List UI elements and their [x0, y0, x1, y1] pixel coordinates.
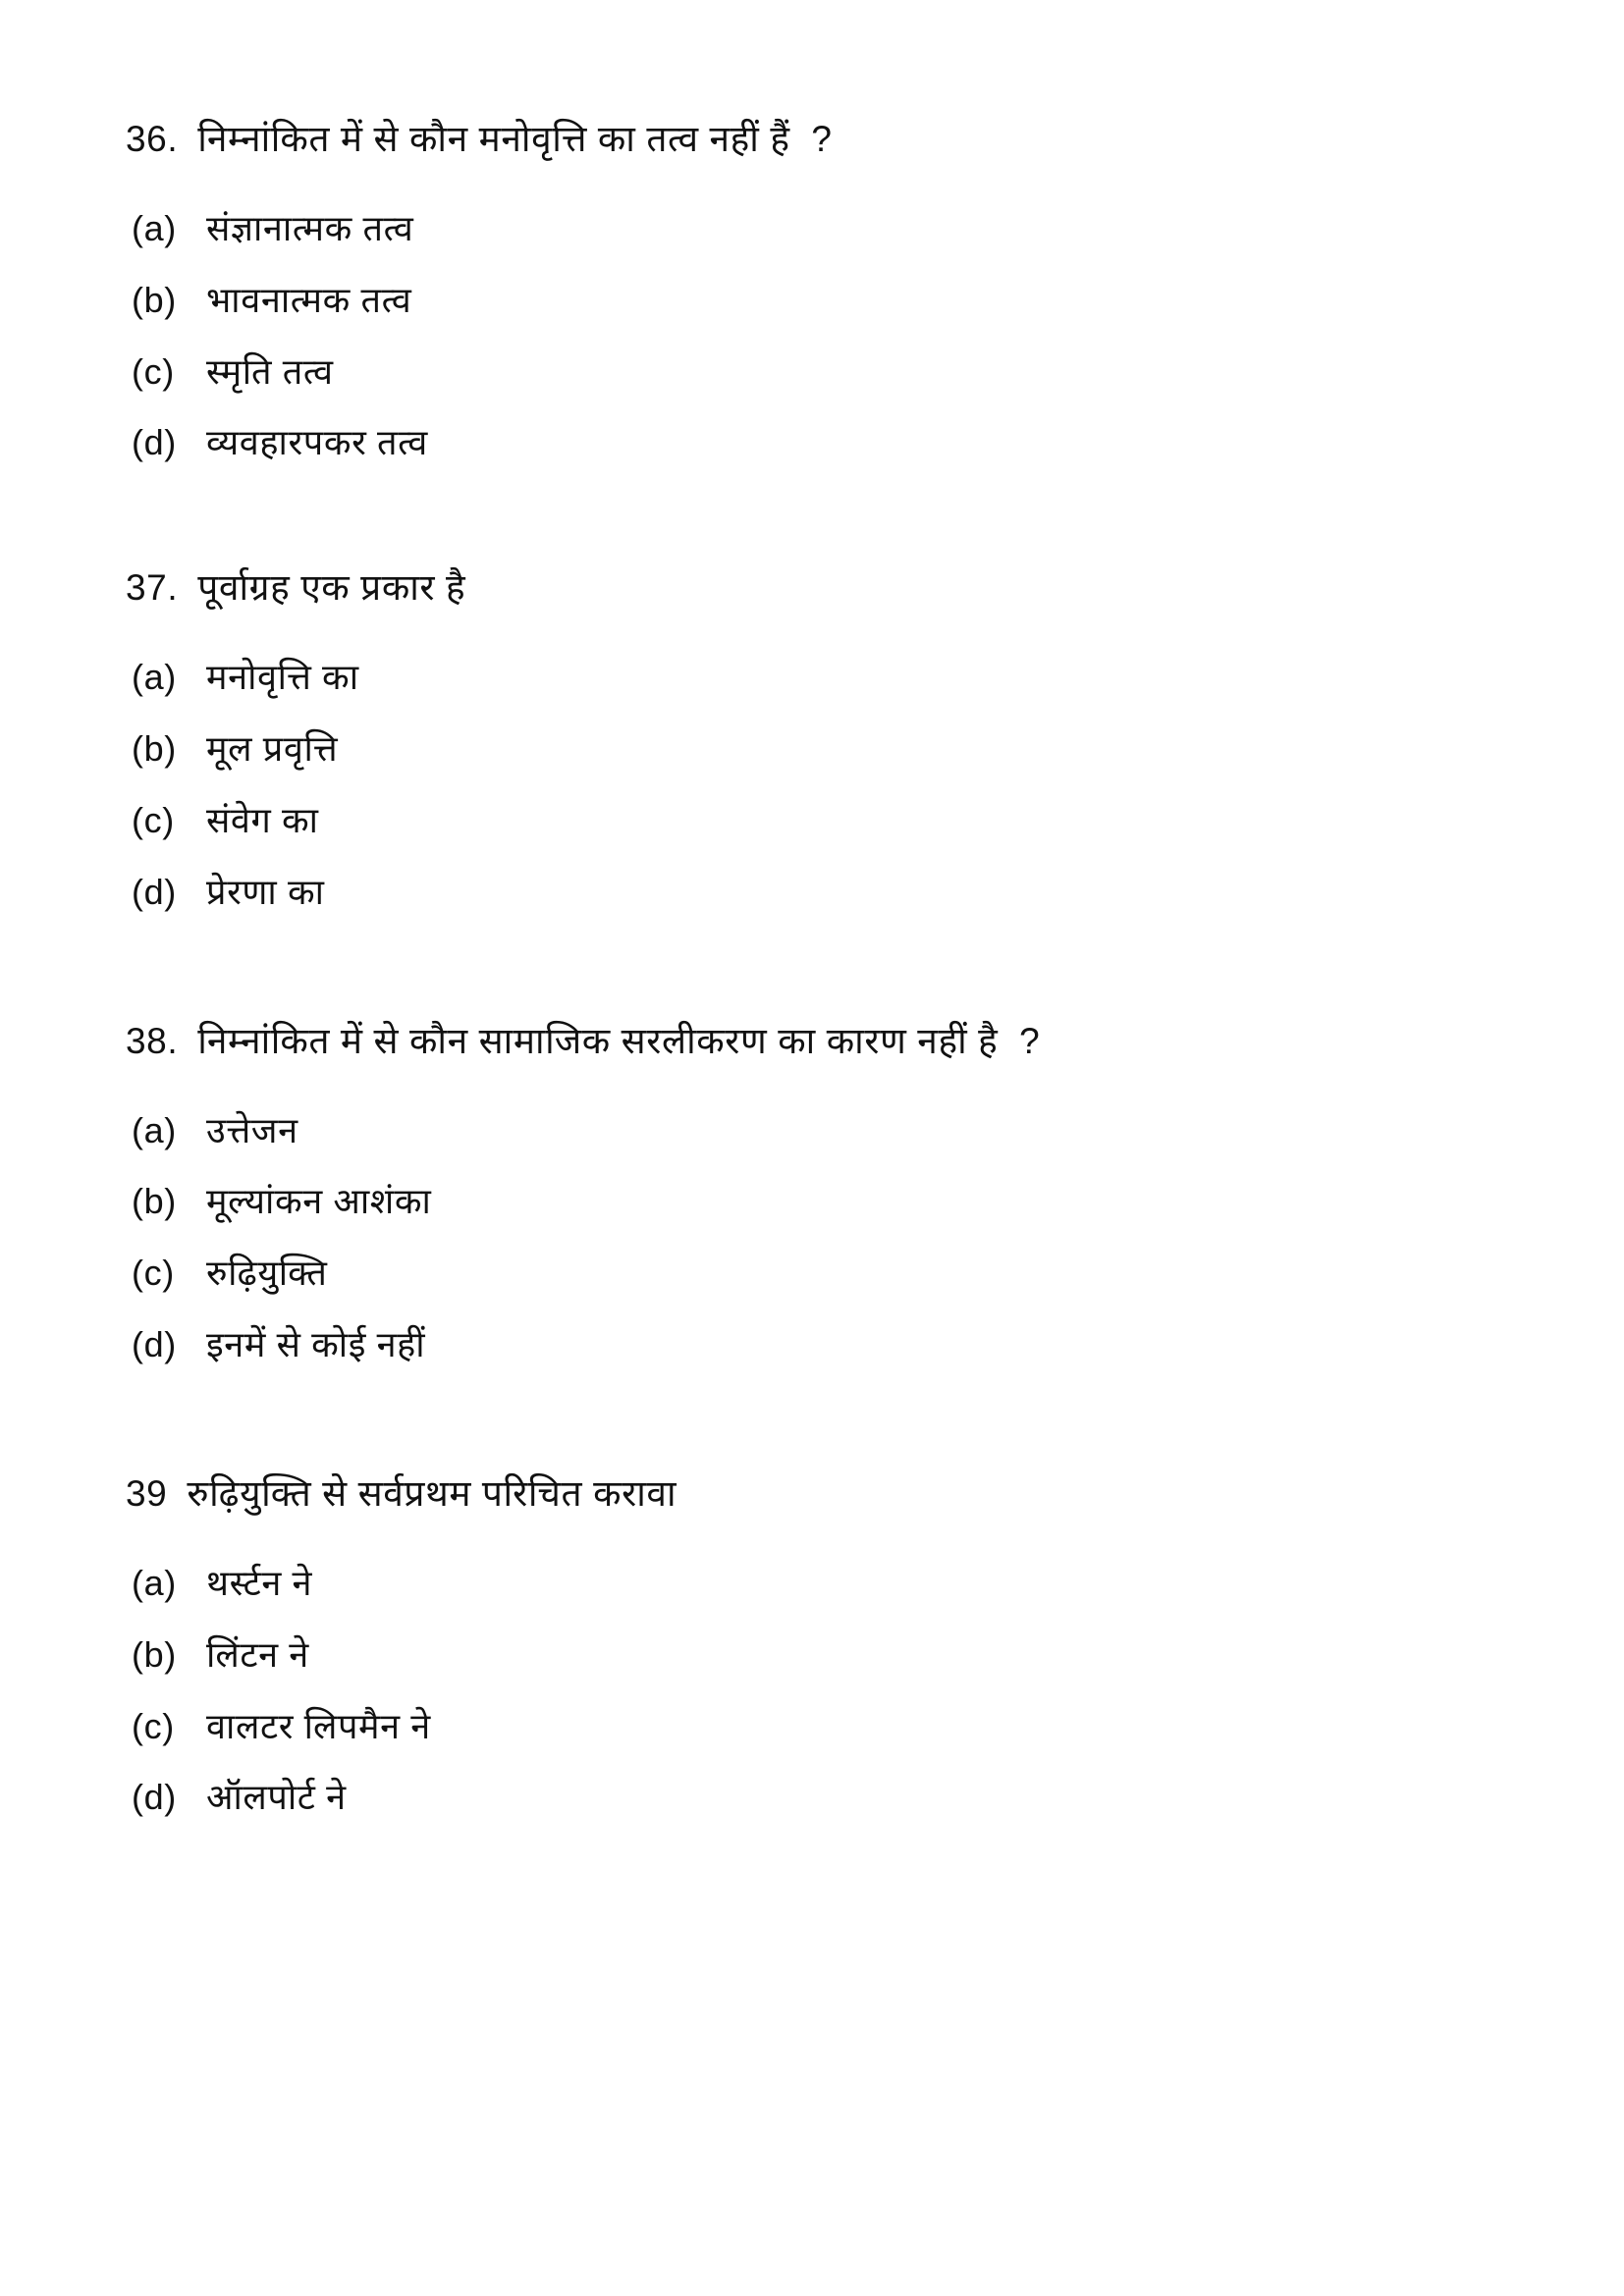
option-text: ऑलपोर्ट ने	[206, 1777, 347, 1818]
option-marker: (b)	[132, 279, 177, 320]
question-text: निम्नांकित में से कौन सामाजिक सरलीकरण का कारण नहीं है ?	[197, 1020, 1041, 1061]
option-item[interactable]	[126, 1561, 1506, 1607]
option-item[interactable]	[126, 1632, 1506, 1679]
option-marker: (c)	[132, 1253, 175, 1294]
option-list-38	[126, 1108, 1506, 1368]
option-text: मनोवृत्ति का	[206, 657, 359, 698]
option-item[interactable]	[126, 1322, 1506, 1368]
question-number: 38.	[126, 1020, 179, 1061]
option-marker: (a)	[132, 1109, 177, 1150]
option-item[interactable]	[126, 206, 1506, 252]
option-text: व्यवहारपकर तत्व	[206, 422, 428, 463]
option-text: संज्ञानात्मक तत्व	[206, 208, 414, 249]
option-text: लिंटन ने	[206, 1633, 309, 1675]
option-marker: (c)	[132, 799, 175, 840]
option-item[interactable]	[126, 1108, 1506, 1154]
question-text: निम्नांकित में से कौन मनोवृत्ति का तत्व नहीं हैं ?	[197, 119, 833, 159]
question-text: पूर्वाग्रह एक प्रकार है	[197, 567, 466, 609]
option-marker: (a)	[132, 1562, 177, 1603]
option-text: उत्तेजन	[206, 1109, 298, 1150]
option-text: मूल्यांकन आशंका	[206, 1181, 432, 1222]
option-item[interactable]	[126, 1179, 1506, 1225]
option-item[interactable]	[126, 1704, 1506, 1750]
option-item[interactable]	[126, 1775, 1506, 1821]
option-marker: (a)	[132, 208, 177, 249]
option-item[interactable]	[126, 655, 1506, 701]
option-text: भावनात्मक तत्व	[206, 279, 412, 320]
option-item[interactable]	[126, 420, 1506, 466]
option-marker: (d)	[132, 1324, 177, 1365]
option-list-36	[126, 206, 1506, 466]
question-stem-36	[126, 116, 1506, 163]
question-number: 39	[126, 1472, 168, 1514]
option-marker: (c)	[132, 1705, 175, 1746]
option-item[interactable]	[126, 726, 1506, 773]
option-marker: (d)	[132, 871, 177, 912]
option-list-39	[126, 1561, 1506, 1821]
option-text: स्मृति तत्व	[206, 350, 334, 392]
option-text: रुढ़ियुक्ति	[206, 1253, 328, 1294]
option-text: संवेग का	[206, 799, 319, 840]
option-item[interactable]	[126, 1251, 1506, 1297]
option-text: इनमें से कोई नहीं	[206, 1324, 426, 1365]
option-marker: (a)	[132, 657, 177, 698]
option-item[interactable]	[126, 349, 1506, 396]
question-stem-39	[126, 1470, 1506, 1518]
question-number: 37.	[126, 567, 179, 609]
question-text: रुढ़ियुक्ति से सर्वप्रथम परिचित करावा	[187, 1472, 677, 1514]
option-marker: (b)	[132, 1633, 177, 1675]
option-item[interactable]	[126, 798, 1506, 844]
question-block-39	[126, 1470, 1506, 1821]
option-text: प्रेरणा का	[206, 871, 325, 912]
question-block-38	[126, 1018, 1506, 1368]
option-item[interactable]	[126, 278, 1506, 324]
option-marker: (c)	[132, 350, 175, 392]
question-number: 36.	[126, 119, 179, 159]
option-list-37	[126, 655, 1506, 915]
option-marker: (b)	[132, 1181, 177, 1222]
option-marker: (d)	[132, 1777, 177, 1818]
option-text: मूल प्रवृत्ति	[206, 728, 339, 770]
question-block-37	[126, 564, 1506, 915]
question-block-36	[126, 116, 1506, 466]
option-item[interactable]	[126, 870, 1506, 916]
option-text: वालटर लिपमैन ने	[206, 1705, 431, 1746]
option-text: थर्स्टन ने	[206, 1562, 313, 1603]
option-marker: (d)	[132, 422, 177, 463]
question-stem-37	[126, 564, 1506, 612]
option-marker: (b)	[132, 728, 177, 770]
question-stem-38	[126, 1018, 1506, 1065]
